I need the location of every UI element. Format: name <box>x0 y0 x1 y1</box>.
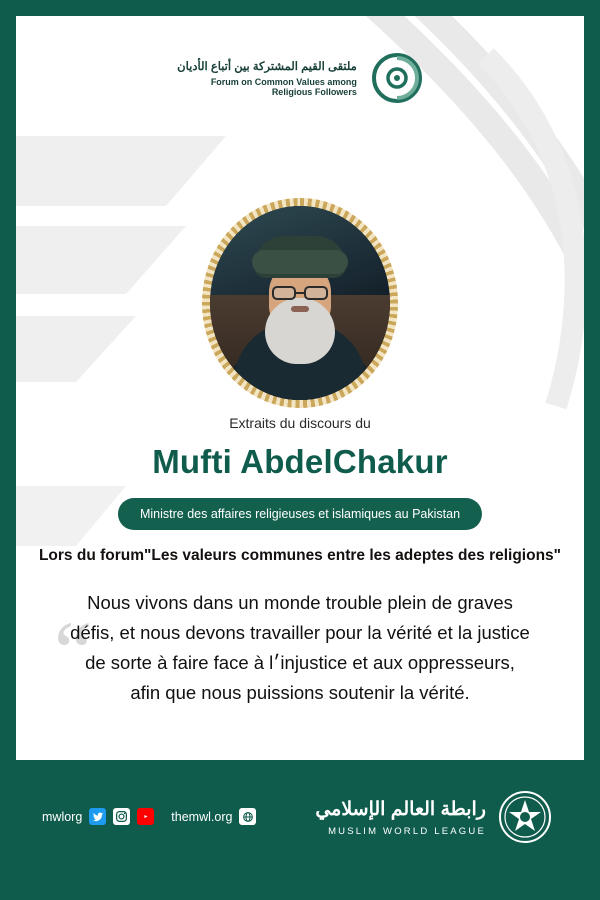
footer-band <box>16 760 584 884</box>
instagram-icon[interactable] <box>113 808 130 825</box>
mwl-seal-icon <box>498 790 552 844</box>
mwl-name-arabic: رابطة العالم الإسلامي <box>315 798 486 820</box>
speaker-portrait <box>202 198 398 408</box>
mwl-logo-lockup <box>315 790 552 844</box>
speaker-role-badge: Ministre des affaires religieuses et islamiques au Pakistan <box>118 498 482 530</box>
globe-icon[interactable] <box>239 808 256 825</box>
footer-handle: mwlorg <box>42 809 83 824</box>
forum-title-english-line1: Forum on Common Values among <box>210 77 357 87</box>
mwl-logo-text <box>315 798 486 837</box>
speech-kicker: Extraits du discours du <box>229 415 371 431</box>
quote-mark-icon: “ <box>54 603 93 699</box>
twitter-icon[interactable] <box>89 808 106 825</box>
frame-border-bottom <box>0 884 600 900</box>
footer-website[interactable]: themwl.org <box>171 809 233 824</box>
speaker-name: Mufti AbdelChakur <box>152 443 448 480</box>
footer-website-group[interactable] <box>171 808 256 825</box>
frame-border-top <box>0 0 600 16</box>
portrait-gold-ring <box>202 198 398 408</box>
forum-logo-lockup <box>0 52 600 104</box>
forum-title-arabic: ملتقى القيم المشتركة بين أتباع الأديان <box>177 61 357 73</box>
portrait-photo <box>210 206 390 400</box>
youtube-icon[interactable] <box>137 808 154 825</box>
footer-social-group <box>42 808 256 825</box>
speech-quote: Nous vivons dans un monde trouble plein de graves défis, et nous devons travailler pour la vérité et la justice de sorte à faire face à l׳injustice et aux oppresseurs, afin que nous puissions soutenir la vérité. <box>70 592 530 703</box>
forum-title-english-line2: Religious Followers <box>271 87 357 97</box>
forum-logo-text <box>177 59 357 97</box>
forum-context-line: Lors du forum"Les valeurs communes entre les adeptes des religions" <box>38 547 562 564</box>
mwl-name-english: MUSLIM WORLD LEAGUE <box>328 825 486 837</box>
forum-monogram-icon <box>371 52 423 104</box>
